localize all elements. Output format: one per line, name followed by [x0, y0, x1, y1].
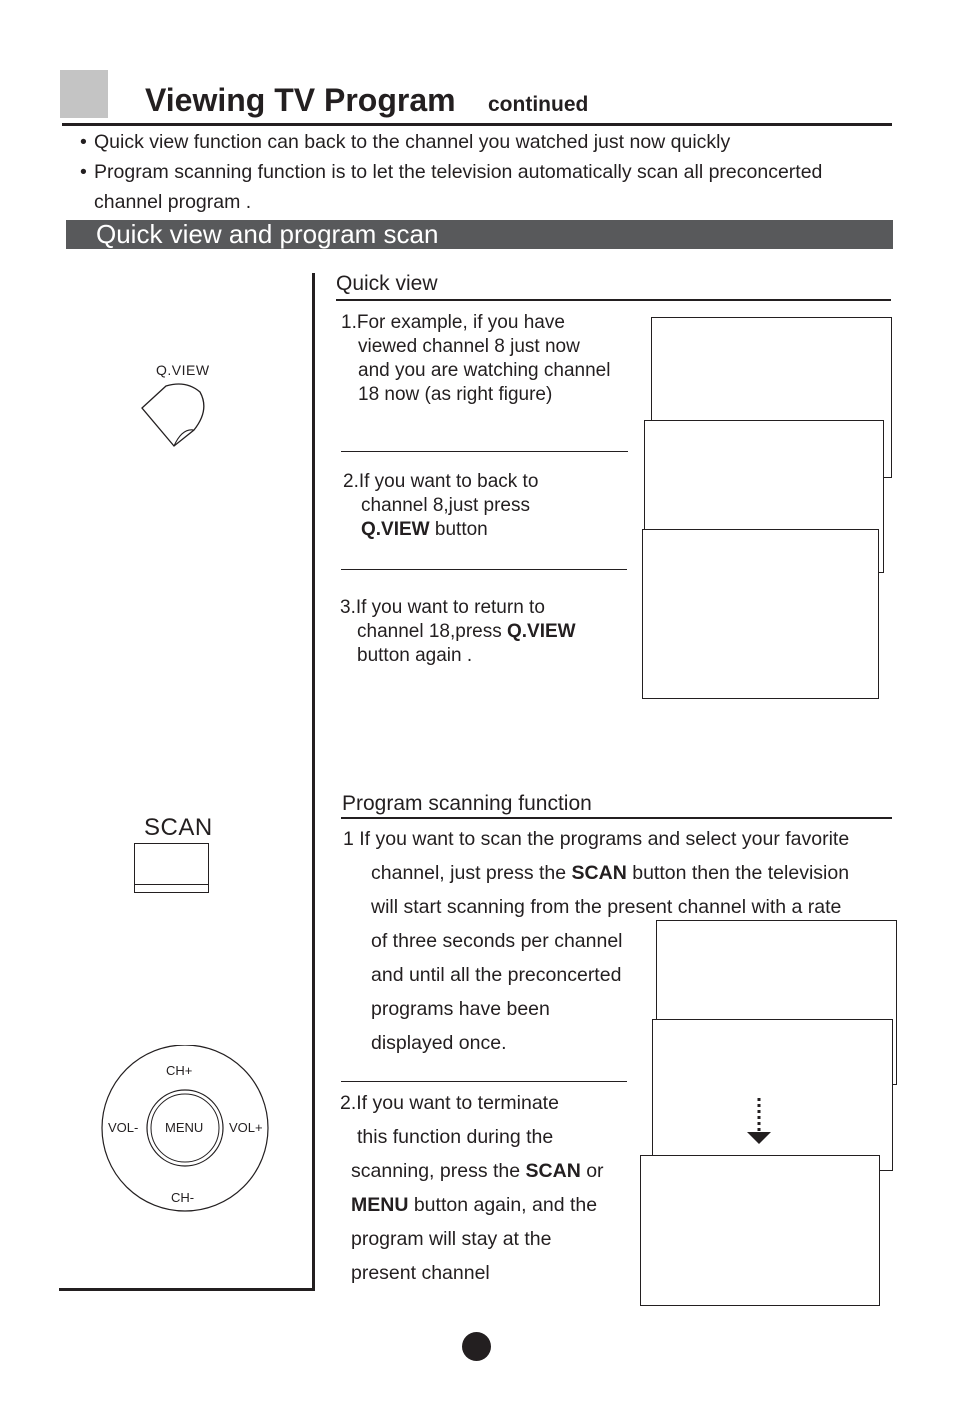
bullet-dot-icon: • [80, 131, 87, 153]
quick-view-step-2-line-3: Q.VIEW button [361, 519, 488, 540]
intro-bullet-1: • Quick view function can back to the channel you watched just now quickly [80, 131, 731, 153]
quick-view-step-1-line-3: and you are watching channel [358, 360, 611, 381]
quick-view-step-2-line-1: 2.If you want to back to [343, 471, 539, 492]
quick-view-step-3-line-1: 3.If you want to return to [340, 597, 545, 618]
quick-view-rule [336, 299, 891, 301]
quick-view-step-1-line-1: 1.For example, if you have [341, 312, 565, 333]
program-scan-rule [341, 817, 892, 819]
tv-screen-frame [640, 1155, 880, 1306]
title-rule [62, 123, 892, 126]
dial-menu-label: MENU [165, 1120, 204, 1135]
qview-button-icon [138, 382, 208, 450]
tv-screen-frame [652, 1019, 893, 1171]
step-divider [341, 1081, 627, 1082]
scan-step-1-line-5: and until all the preconcerted [371, 964, 622, 986]
section-heading-bar [66, 220, 893, 249]
scan-button-icon [134, 843, 209, 893]
qview-button-label: Q.VIEW [156, 362, 210, 378]
quick-view-step-1-line-2: viewed channel 8 just now [358, 336, 580, 357]
program-scan-heading: Program scanning function [342, 792, 592, 815]
dotted-down-arrow-icon [746, 1096, 772, 1146]
dial-ch-minus-label: CH- [171, 1190, 195, 1205]
scan-step-2-line-3: scanning, press the SCAN or [351, 1160, 604, 1182]
quick-view-step-1-line-4: 18 now (as right figure) [358, 384, 553, 405]
column-bottom-rule [59, 1288, 315, 1291]
quick-view-step-3-line-3: button again . [357, 645, 473, 666]
scan-step-1-line-2: channel, just press the SCAN button then the television [371, 862, 850, 884]
tv-screen-frame [642, 529, 879, 699]
dial-vol-plus-label: VOL+ [229, 1120, 263, 1135]
column-divider [312, 273, 315, 1291]
section-tab-marker [60, 70, 108, 118]
step-divider [341, 451, 628, 452]
page-title: Viewing TV Program [145, 82, 456, 118]
scan-step-2-line-6: present channel [351, 1262, 490, 1284]
dial-ch-plus-label: CH+ [166, 1063, 193, 1078]
scan-step-2-line-2: this function during the [357, 1126, 554, 1148]
intro-bullet-2: • Program scanning function is to let the television automatically scan all preconcerted [80, 161, 823, 183]
dial-vol-minus-label: VOL- [108, 1120, 139, 1135]
scan-step-1-line-3: will start scanning from the present channel with a rate [371, 896, 842, 918]
intro-bullet-2-continued: channel program . [94, 191, 252, 213]
quick-view-step-2-line-2: channel 8,just press [361, 495, 530, 516]
scan-step-2-line-4: MENU button again, and the [351, 1194, 598, 1216]
quick-view-heading: Quick view [336, 272, 438, 295]
quick-view-step-3-line-2: channel 18,press Q.VIEW [357, 621, 576, 642]
scan-button-label: SCAN [144, 814, 213, 841]
section-heading: Quick view and program scan [96, 219, 439, 249]
page-number-dot [462, 1332, 491, 1361]
scan-step-1-line-6: programs have been [371, 998, 550, 1020]
scan-step-2-line-1: 2.If you want to terminate [340, 1092, 559, 1114]
scan-step-1-line-4: of three seconds per channel [371, 930, 623, 952]
scan-step-1-line-1: 1 If you want to scan the programs and select your favorite [343, 828, 850, 850]
bullet-dot-icon: • [80, 161, 87, 183]
page-subtitle: continued [488, 93, 589, 116]
scan-step-1-line-7: displayed once. [371, 1032, 507, 1054]
step-divider [341, 569, 627, 570]
scan-step-2-line-5: program will stay at the [351, 1228, 552, 1250]
